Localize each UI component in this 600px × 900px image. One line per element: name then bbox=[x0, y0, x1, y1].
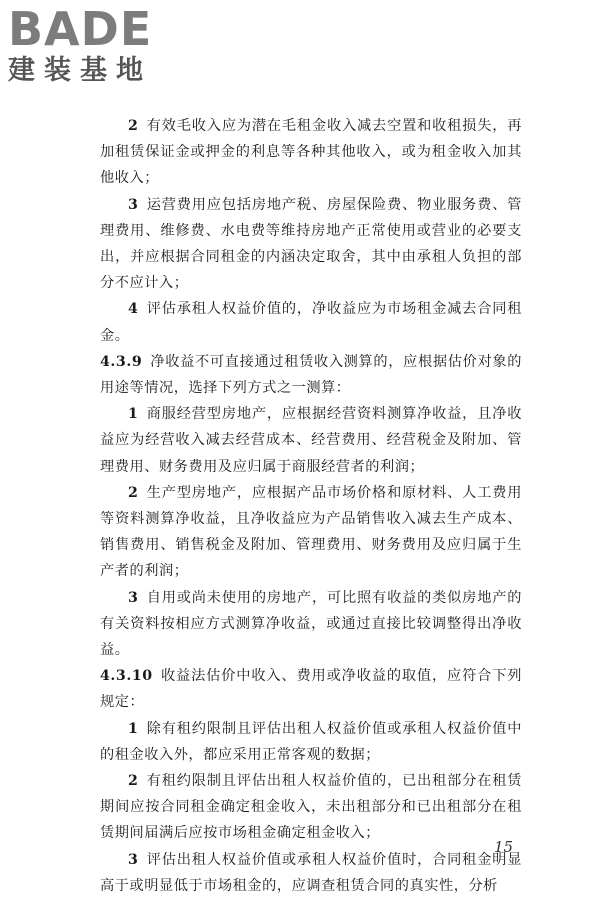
clause-paragraph bbox=[100, 663, 522, 715]
paragraph bbox=[100, 192, 522, 297]
item-number: 2 bbox=[128, 773, 139, 790]
paragraph bbox=[100, 847, 522, 899]
paragraph-text: 有效毛收入应为潜在毛租金收入减去空置和收租损失，再加租赁保证金或押金的利息等各种其他收入，或为租金收入加其他收入； bbox=[100, 118, 522, 187]
paragraph-text: 商服经营型房地产，应根据经营资料测算净收益，且净收益应为经营收入减去经营成本、经营费用、经营税金及附加、管理费用、财务费用及应归属于商服经营者的利润； bbox=[100, 406, 522, 475]
paragraph bbox=[100, 296, 522, 348]
paragraph bbox=[100, 585, 522, 664]
paragraph bbox=[100, 480, 522, 585]
paragraph-text: 自用或尚未使用的房地产，可比照有收益的类似房地产的有关资料按相应方式测算净收益，或通过直接比较调整得出净收益。 bbox=[100, 589, 522, 659]
paragraph-text: 生产型房地产，应根据产品市场价格和原材料、人工费用等资料测算净收益，且净收益应为产品销售收入减去生产成本、销售费用、销售税金及附加、管理费用、财务费用及应归属于生产者的利润； bbox=[100, 484, 522, 580]
paragraph-text: 评估出租人权益价值或承租人权益价值时，合同租金明显高于或明显低于市场租金的，应调查租赁合同的真实性，分析 bbox=[100, 851, 522, 894]
paragraph-text: 运营费用应包括房地产税、房屋保险费、物业服务费、管理费用、维修费、水电费等维持房地产正常使用或营业的必要支出，并应根据合同租金的内涵决定取舍，其中由承租人负担的部分不应计入； bbox=[100, 196, 522, 292]
page-number: 15 bbox=[494, 838, 514, 856]
paragraph-text: 评估承租人权益价值的，净收益应为市场租金减去合同租金。 bbox=[100, 301, 522, 344]
item-number: 4 bbox=[128, 301, 139, 318]
paragraph bbox=[100, 716, 522, 768]
clause-number: 4.3.9 bbox=[100, 353, 143, 370]
item-number: 3 bbox=[128, 851, 139, 868]
item-number: 1 bbox=[128, 406, 139, 423]
page-body bbox=[100, 113, 522, 899]
clause-number: 4.3.10 bbox=[100, 668, 153, 685]
paragraph-text: 净收益不可直接通过租赁收入测算的，应根据估价对象的用途等情况，选择下列方式之一测算： bbox=[100, 353, 522, 397]
paragraph bbox=[100, 768, 522, 847]
clause-paragraph bbox=[100, 349, 522, 401]
paragraph bbox=[100, 401, 522, 480]
logo-subtitle: 建装基地 bbox=[8, 55, 152, 86]
paragraph-text: 收益法估价中收入、费用或净收益的取值，应符合下列规定： bbox=[100, 668, 522, 711]
logo-brand: BADE bbox=[8, 2, 153, 56]
paragraph bbox=[100, 113, 522, 192]
item-number: 2 bbox=[128, 118, 139, 134]
item-number: 3 bbox=[128, 589, 139, 606]
item-number: 2 bbox=[128, 484, 139, 501]
item-number: 3 bbox=[128, 196, 139, 213]
paragraph-text: 有租约限制且评估出租人权益价值的，已出租部分在租赁期间应按合同租金确定租金收入，未出租部分和已出租部分在租赁期间届满后应按市场租金确定租金收入； bbox=[100, 773, 522, 842]
bade-logo bbox=[8, 4, 178, 96]
paragraph-text: 除有租约限制且评估出租人权益价值或承租人权益价值中的租金收入外，都应采用正常客观的数据； bbox=[100, 720, 522, 763]
item-number: 1 bbox=[128, 720, 139, 737]
